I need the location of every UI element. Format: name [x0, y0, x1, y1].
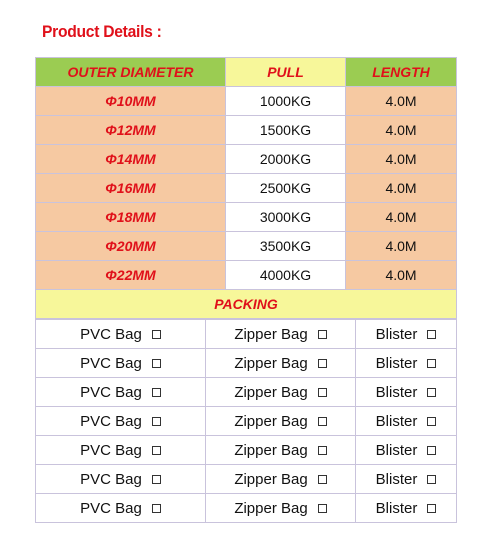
empty-checkbox-icon[interactable]: [152, 446, 161, 455]
packing-row: [36, 378, 457, 407]
empty-checkbox-icon[interactable]: [427, 388, 436, 397]
packing-option-cell: [36, 436, 206, 465]
packing-table: [35, 319, 457, 523]
empty-checkbox-icon[interactable]: [427, 504, 436, 513]
packing-option-label: Zipper Bag: [234, 354, 308, 372]
length-cell: 4.0M: [346, 145, 457, 174]
packing-option-cell: [36, 494, 206, 523]
pull-cell: 4000KG: [226, 261, 346, 290]
spec-row: [36, 116, 457, 145]
length-cell: 4.0M: [346, 232, 457, 261]
pull-cell: 3500KG: [226, 232, 346, 261]
packing-option-label: Blister: [375, 354, 418, 372]
packing-option-cell: [356, 320, 457, 349]
packing-option-cell: [206, 320, 356, 349]
packing-option-cell: [356, 494, 457, 523]
empty-checkbox-icon[interactable]: [427, 330, 436, 339]
packing-header-row: [36, 290, 457, 319]
packing-row: [36, 465, 457, 494]
diameter-cell: Φ18MM: [36, 203, 226, 232]
empty-checkbox-icon[interactable]: [152, 417, 161, 426]
packing-option-label: Blister: [375, 383, 418, 401]
packing-row: [36, 349, 457, 378]
packing-option-cell: [36, 320, 206, 349]
empty-checkbox-icon[interactable]: [152, 359, 161, 368]
packing-option-cell: [36, 378, 206, 407]
packing-option-cell: [206, 436, 356, 465]
packing-option-label: PVC Bag: [80, 325, 142, 343]
diameter-cell: Φ10MM: [36, 87, 226, 116]
length-cell: 4.0M: [346, 174, 457, 203]
packing-option-label: Zipper Bag: [234, 499, 308, 517]
packing-option-cell: [356, 378, 457, 407]
spec-row: [36, 145, 457, 174]
pull-cell: 1500KG: [226, 116, 346, 145]
packing-option-cell: [356, 436, 457, 465]
packing-option-cell: [206, 465, 356, 494]
length-cell: 4.0M: [346, 116, 457, 145]
empty-checkbox-icon[interactable]: [427, 475, 436, 484]
empty-checkbox-icon[interactable]: [318, 359, 327, 368]
empty-checkbox-icon[interactable]: [152, 475, 161, 484]
packing-option-cell: [356, 407, 457, 436]
spec-row: [36, 261, 457, 290]
packing-option-label: PVC Bag: [80, 354, 142, 372]
packing-header: PACKING: [36, 290, 457, 319]
packing-option-cell: [36, 407, 206, 436]
empty-checkbox-icon[interactable]: [318, 504, 327, 513]
diameter-cell: Φ22MM: [36, 261, 226, 290]
empty-checkbox-icon[interactable]: [427, 359, 436, 368]
spec-row: [36, 232, 457, 261]
header-length: LENGTH: [346, 58, 457, 87]
empty-checkbox-icon[interactable]: [152, 388, 161, 397]
spec-row: [36, 203, 457, 232]
pull-cell: 1000KG: [226, 87, 346, 116]
packing-row: [36, 320, 457, 349]
packing-option-label: Blister: [375, 325, 418, 343]
packing-option-label: Blister: [375, 499, 418, 517]
packing-option-label: Zipper Bag: [234, 470, 308, 488]
packing-option-label: Zipper Bag: [234, 325, 308, 343]
pull-cell: 3000KG: [226, 203, 346, 232]
header-pull: PULL: [226, 58, 346, 87]
packing-option-label: Blister: [375, 470, 418, 488]
spec-table: [35, 57, 457, 319]
pull-cell: 2000KG: [226, 145, 346, 174]
length-cell: 4.0M: [346, 87, 457, 116]
packing-option-label: Zipper Bag: [234, 441, 308, 459]
packing-option-label: Blister: [375, 441, 418, 459]
packing-option-label: PVC Bag: [80, 441, 142, 459]
empty-checkbox-icon[interactable]: [318, 417, 327, 426]
diameter-cell: Φ16MM: [36, 174, 226, 203]
packing-option-label: PVC Bag: [80, 383, 142, 401]
packing-option-cell: [206, 407, 356, 436]
empty-checkbox-icon[interactable]: [318, 388, 327, 397]
empty-checkbox-icon[interactable]: [318, 475, 327, 484]
diameter-cell: Φ20MM: [36, 232, 226, 261]
packing-option-cell: [206, 349, 356, 378]
spec-header-row: [36, 58, 457, 87]
spec-row: [36, 87, 457, 116]
packing-option-cell: [356, 465, 457, 494]
page-title: Product Details :: [42, 22, 162, 41]
packing-option-label: PVC Bag: [80, 412, 142, 430]
packing-row: [36, 407, 457, 436]
empty-checkbox-icon[interactable]: [152, 504, 161, 513]
packing-option-label: Zipper Bag: [234, 383, 308, 401]
packing-option-cell: [356, 349, 457, 378]
packing-option-cell: [206, 378, 356, 407]
packing-option-label: Zipper Bag: [234, 412, 308, 430]
spec-row: [36, 174, 457, 203]
length-cell: 4.0M: [346, 261, 457, 290]
packing-option-label: Blister: [375, 412, 418, 430]
header-outer-diameter: OUTER DIAMETER: [36, 58, 226, 87]
diameter-cell: Φ12MM: [36, 116, 226, 145]
empty-checkbox-icon[interactable]: [318, 330, 327, 339]
empty-checkbox-icon[interactable]: [427, 417, 436, 426]
packing-option-cell: [36, 349, 206, 378]
packing-option-cell: [206, 494, 356, 523]
packing-option-label: PVC Bag: [80, 470, 142, 488]
empty-checkbox-icon[interactable]: [427, 446, 436, 455]
packing-option-label: PVC Bag: [80, 499, 142, 517]
empty-checkbox-icon[interactable]: [152, 330, 161, 339]
length-cell: 4.0M: [346, 203, 457, 232]
packing-option-cell: [36, 465, 206, 494]
pull-cell: 2500KG: [226, 174, 346, 203]
diameter-cell: Φ14MM: [36, 145, 226, 174]
empty-checkbox-icon[interactable]: [318, 446, 327, 455]
packing-row: [36, 436, 457, 465]
packing-row: [36, 494, 457, 523]
